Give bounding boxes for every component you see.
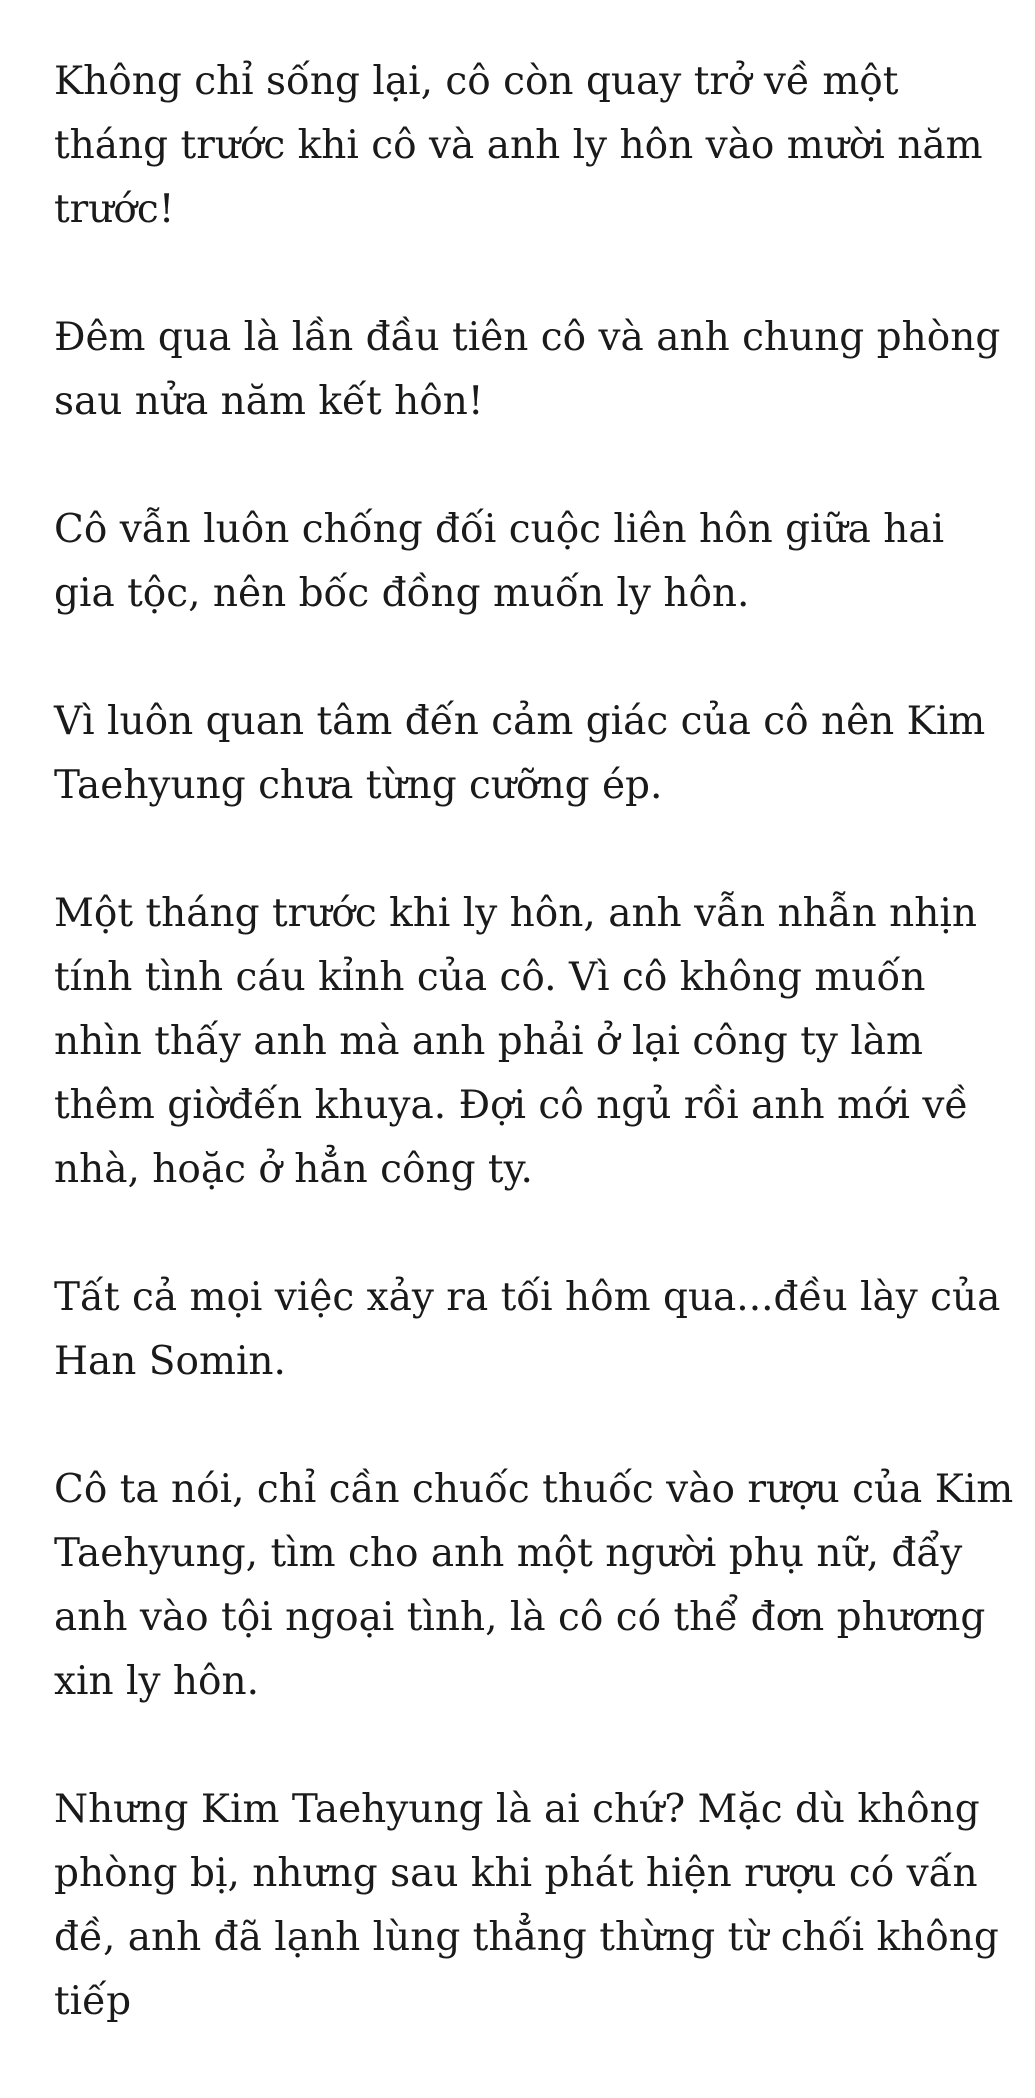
- paragraph-5: Một tháng trước khi ly hôn, anh vẫn nhẫn nhịn tính tình cáu kỉnh của cô. Vì cô không muốn nhìn thấy anh mà anh phải ở lại công ty làm thêm giờđến khuya. Đợi cô ngủ rồi anh mới về nhà, hoặc ở hẳn công ty.: [54, 891, 977, 1192]
- paragraph-7: Cô ta nói, chỉ cần chuốc thuốc vào rượu của Kim Taehyung, tìm cho anh một người phụ nữ, đẩy anh vào tội ngoại tình, là cô có thể đơn phương xin ly hôn.: [54, 1467, 1014, 1704]
- paragraph-1: Không chỉ sống lại, cô còn quay trở về một tháng trước khi cô và anh ly hôn vào mười năm trước!: [54, 59, 983, 232]
- paragraph-4: Vì luôn quan tâm đến cảm giác của cô nên Kim Taehyung chưa từng cưỡng ép.: [54, 699, 986, 808]
- paragraph-2: Đêm qua là lần đầu tiên cô và anh chung phòng sau nửa năm kết hôn!: [54, 315, 1001, 424]
- paragraph-6: Tất cả mọi việc xảy ra tối hôm qua...đều lày của Han Somin.: [54, 1275, 1001, 1384]
- paragraph-8: Nhưng Kim Taehyung là ai chứ? Mặc dù không phòng bị, nhưng sau khi phát hiện rượu có vấn đề, anh đã lạnh lùng thẳng thừng từ chối không tiếp: [54, 1787, 999, 2024]
- paragraph-3: Cô vẫn luôn chống đối cuộc liên hôn giữa hai gia tộc, nên bốc đồng muốn ly hôn.: [54, 507, 945, 616]
- article-body: [54, 50, 1014, 2098]
